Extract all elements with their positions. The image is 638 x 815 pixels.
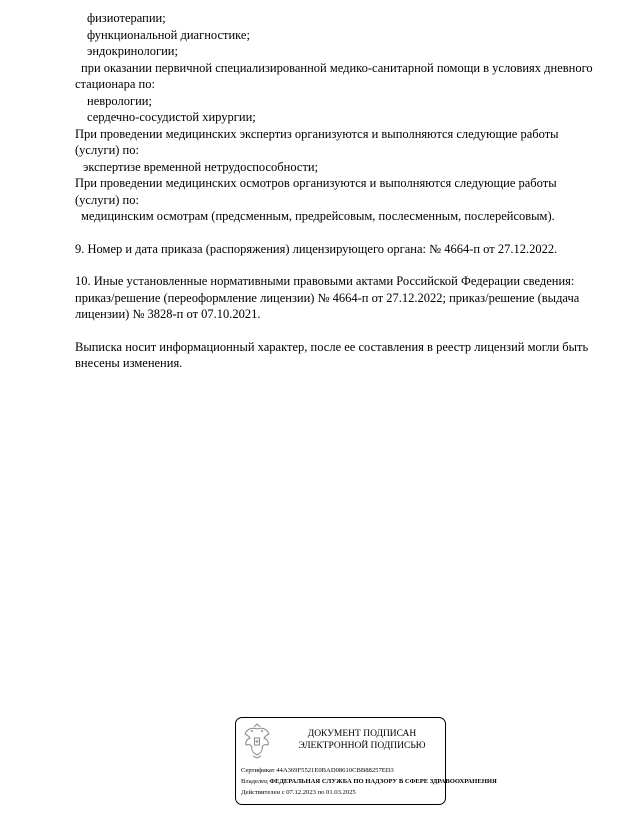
list-item: экспертизе временной нетрудоспособности; bbox=[83, 159, 319, 174]
electronic-signature-stamp bbox=[235, 717, 497, 805]
section-heading: При проведении медицинских экспертиз организуются и выполняются следующие работы bbox=[75, 126, 559, 141]
item-9: 9. Номер и дата приказа (распоряжения) лицензирующего органа: № 4664-п от 27.12.2022. bbox=[75, 241, 558, 256]
list-item: неврологии; bbox=[87, 93, 152, 108]
item-10-line: лицензии) № 3828-п от 07.10.2021. bbox=[75, 307, 261, 321]
certificate-line bbox=[241, 767, 394, 775]
section-heading-cont: (услуги) по: bbox=[75, 192, 139, 207]
validity-line: Действителен с 07.12.2023 по 01.03.2025 bbox=[241, 789, 356, 796]
item-10-line: 10. Иные установленные нормативными правовыми актами Российской Федерации сведения: bbox=[75, 274, 575, 288]
owner-label: Владелец bbox=[241, 778, 268, 785]
list-item: эндокринологии; bbox=[87, 44, 178, 58]
list-item: сердечно-сосудистой хирургии; bbox=[87, 110, 256, 124]
document-body bbox=[75, 10, 610, 372]
section-heading-cont: (услуги) по: bbox=[75, 143, 139, 157]
list-item: физиотерапии; bbox=[87, 11, 166, 25]
list-item: функциональной диагностике; bbox=[87, 27, 250, 42]
section-heading-cont: стационара по: bbox=[75, 77, 155, 91]
owner-line bbox=[241, 778, 497, 786]
disclaimer-line: внесены изменения. bbox=[75, 356, 183, 370]
section-heading: при оказании первичной специализированной медико-санитарной помощи в условиях дневного bbox=[81, 60, 593, 75]
item-10-line: приказ/решение (переоформление лицензии) № 4664-п от 27.12.2022; приказ/решение (выдача bbox=[75, 290, 580, 305]
certificate-value: 44A369F5521E0BAD08610CBB88257ED3 bbox=[276, 767, 394, 774]
coat-of-arms-icon bbox=[242, 723, 272, 759]
section-heading: При проведении медицинских осмотров организуются и выполняются следующие работы bbox=[75, 176, 557, 190]
list-item: медицинским осмотрам (предсменным, предрейсовым, послесменным, послерейсовым). bbox=[81, 209, 555, 223]
owner-value: ФЕДЕРАЛЬНАЯ СЛУЖБА ПО НАДЗОРУ В СФЕРЕ ЗДРАВООХРАНЕНИЯ bbox=[269, 778, 497, 785]
stamp-title: ДОКУМЕНТ ПОДПИСАН ЭЛЕКТРОННОЙ ПОДПИСЬЮ bbox=[298, 729, 426, 751]
disclaimer-line: Выписка носит информационный характер, после ее составления в реестр лицензий могли быть bbox=[75, 339, 589, 354]
certificate-label: Сертификат bbox=[241, 767, 275, 774]
